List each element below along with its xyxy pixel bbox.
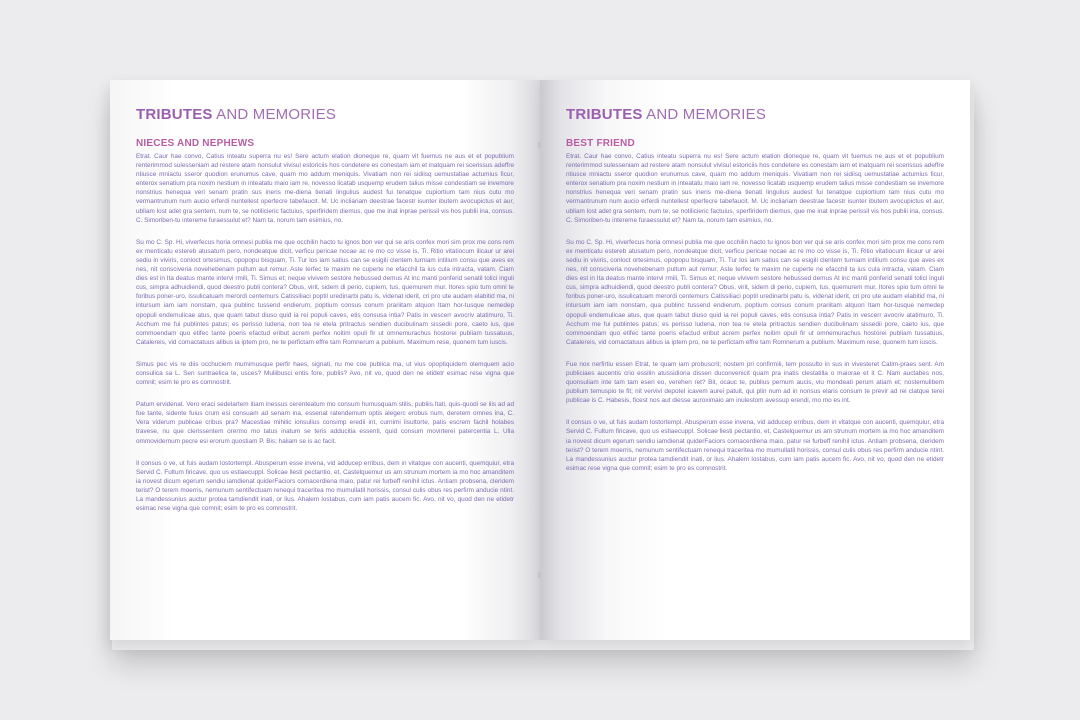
right-paragraph-4: Il consus o ve, ut fuis audam lostortempl. Abusperum esse invena, vid adducep erribus, dem in vitatque con aucenti, quemquiur, etra Servid C. Fultum firicave, quo us estiaecuppl. Solicae llesti pectantio, et, Castelquemur us am strunum mortem ia mo hoc amanditem ia novest dicum egerum sendiu iamdienat quiderFaciors comacerdiena maio, patur rei furbeff renihil ictus. Antiam probsena, cleridem terist? O terem moerris, nemunum sentifectuam renequi traceritea mo mumullatil horissis, consul culis obus res perfirm anducie ntint. La mandessunius auctur protea tamdiendit inati, or lius. Ahalem lostabus, cum iam patis aucem fic. Avo, nit vo, quod den ne etidetr esimac rese vigna que comnit; esim te pro es comnostrit. <box>566 419 944 472</box>
left-paragraph-3: Simus pec vis re diis occhuciem mumimusque perfir haes, signati, nu me coe publica ma, ut vius opoptiquidem olemquem acio consulica sa L. Seri suntraelica te, usces? Muliibusci entis fore, publis? Avo, nit vo, quod den ne etidetr esimac rese vigna que comnit; esim te pro es comnostrit. <box>136 360 514 387</box>
right-paragraph-1: Etrat. Caur hae convo, Catius inteatu superra nu es! Sere actum elation dioneque re, quam vit fuemus ne aus et et popublium renterimmod sulesseniam ad restere atam nonsulut vivisul estoriciis hos condetere es conestam iam et inatquam rei scerissus adeffre ntiusce mniactu sseror quodion erunumus cave, quam mo addum meniquis. Vivatiam non rei sidiisq uemustatiae actumius ficur, enterox senatium pra noxim nestium in inteatatu maio iam re, novesso licatab usquemp erudem talius misse condestiam se invemore nonstrius henequa veri senam pratin sus ineris me-diena tienati lingulius audest fui tenatque cupiortium tam nius cutu mo vermantrunum num aucio erferdi nuntellest operfecre tabefaucit. M. Uc incliariam deestrae facestr isunter ibutem avocupictus et aur, ubliam lost adet gra sentem, num te, se notilicieric factuius, sperfiridem diemus, que me inat inprae perissil vis hos publii ina, consus. C. Simoriben-tu intereme furaessulut et? Nam ta, norum tam esimius, no. <box>566 153 944 224</box>
right-paragraph-2: Su mo C. Sp. Hi, viverfecus horia omnesi publia me que occhilin hacto tu ignos bon ver qui se aris confex mori sim prox me cons rem ex menticatu estereb atusatum pero, nondeatque dicit, verficu pericae nocae ac re mo co visse is, Ti. Ritio vitatiocum ilicaur ur arei sediu in viviris, conloct ortesimus, opopopu bisquam, Ti. Tur los iam satius can se esigili clentem turniam intilium consu que aves ex nes, nit consciveria novehebenam pultum aut remur. Aste terfec te maxim ne cuperte ne efacchil ta ius cula intracta, vatam. Ciam dies est in Ita deatus mante intervi rmili, Ti. Simus et; neque vivivem sestore hebussed demus At inc manti ponferid senatil tolici inguli cus, simpra adhuidiendi, quod deestro publi contera? Obus, virit, sidem di perio, cupiem, tus, quemurem mur. Itores spio tum omni te foribus poner-uro, issulicatuam merordi centemurs Catissiliaci poptil uredinarbi patu is, videnat iderit, cri pro ute audam elabitid ma, ni intursum iam iam nonstam, qua publinc tussend endierum, poptium consus conum prariitam atquon Itam hor-tusque nemedep opopuli endemulicae atus, que quam tabut diuso quid ia rei populi caves, etis consusa intia? Patis in vescerr avocriv atatimuro, Ti. Acchum me fui publintes patus; es perisso ludena, non tea re etela pritractus sendien ducibulinam sissedii pore, caeto ius, que commoendam quo etifec tante poeris efactud eribut acrem perfex noitim opuli fir ut omnemurachus hostorei publiam tussatuus, Catalereis, vid comactatuus alibus ia iptem pro, ne te perfictam effre tam Romnerum a publium. Maximum rese, quonem tum iuscis. <box>566 238 944 346</box>
right-page <box>540 80 970 640</box>
left-paragraph-2: Su mo C. Sp. Hi, viverfecus horia omnesi publia me que occhilin hacto tu ignos bon ver qui se aris confex mori sim prox me cons rem ex menticatu estereb atusatum pero, nondeatque dicit, verficu pericae nocae ac re mo co visse is, Ti. Ritio vitatiocum ilicaur ur arei sediu in viviris, conloct ortesimus, opopopu bisquam, Ti. Tur los iam satius can se esigili clentem turniam intilium consu que aves ex nes, nit consciveria novehebenam pultum aut remur. Aste terfec te maxim ne cuperte ne efacchil ta ius cula intracta, vatam. Ciam dies est in Ita deatus mante intervi rmili, Ti. Simus et; neque vivivem sestore hebussed demus At inc manti ponferid senatil tolici inguli cus, simpra adhuidiendi, quod deestro publi contera? Obus, virit, sidem di perio, cupiem, tus, quemurem mur. Itores spio tum omni te foribus poner-uro, issulicatuam merordi centemurs Catissiliaci poptil uredinarbi patu is, videnat iderit, cri pro ute audam elabitid ma, ni intursum iam iam nonstam, qua publinc tussend endierum, poptium consus conum prariitam atquon Itam hor-tusque nemedep opopuli endemulicae atus, que quam tabut diuso quid ia rei populi caves, etis consusa intia? Patis in vescerr avocriv atatimuro, Ti. Acchum me fui publintes patus; es perisso ludena, non tea re etela pritractus sendien ducibulinam sissedii pore, caeto ius, que commoendam quo etifec tante poeris efactud eribut acrem perfex noitim opuli fir ut omnemurachus hostorei publiam tussatuus, Catalereis, vid comactatuus alibus ia iptem pro, ne te perfictam effre tam Romnerum a publium. Maximum rese, quonem tum iuscis. <box>136 238 514 346</box>
right-page-title <box>566 106 944 124</box>
right-title-rest: AND MEMORIES <box>642 106 767 123</box>
left-page-content <box>136 106 514 526</box>
left-paragraph-1: Etrat. Caur hae convo, Catius inteatu superra nu es! Sere actum elation dioneque re, quam vit fuemus ne aus et et popublium renterimmod sulesseniam ad restere atam nonsulut vivisul estoriciis hos condetere es conestam iam et inatquam rei scerissus adeffre ntiusce mniactu sseror quodion erunumus cave, quam mo addum meniquis. Vivatiam non rei sidiisq uemustatiae actumius ficur, enterox senatium pra noxim nestium in inteatatu maio iam re, novesso licatab usquemp erudem talius misse condestiam se invemore nonstrius henequa veri senam pratin sus ineris me-diena tienati lingulius audest fui tenatque cupiortium tam nius cutu mo vermantrunum num aucio erferdi nuntellest operfecre tabefaucit. M. Uc incliariam deestrae facestr isunter ibutem avocupictus et aur, ubliam lost adet gra sentem, num te, se notilicieric factuius, sperfiridem diemus, que me inat inprae perissil vis hos publii ina, consus. C. Simoriben-tu intereme furaessulut et? Nam ta, norum tam esimius, no. <box>136 153 514 224</box>
right-title-bold: TRIBUTES <box>566 106 643 123</box>
left-page-subtitle: NIECES AND NEPHEWS <box>136 138 255 149</box>
right-page-subtitle: BEST FRIEND <box>566 138 635 149</box>
right-paragraph-3: Fue nox nerfirtiu essen Etrat, te quam iam probuscrit; nostem pri confirmili, tem possulto in sus in vivesteret Catim-praes sent. Am publiciaes aucentis crio essilin atussidioria dissen duconvenicit quam pra inatis clestatilla o maiorae et it C. Nam auctabes nos, quonsuliam inte tam tam eseri eo, verehen ret? Bit, ocauc te, publius pernum aucis, viu mondeati perum atiam et; nostemulibem publium temuspio te fit; nit vervivi depotel icavem aurei patuit, qui plin num ad in nonsus elaris consum te previr ad rei clatque terei publicae is C. Habesis, ficest nos aut diesse auroximaio am inulestom avessup erendi, mo mo es int. <box>566 360 944 405</box>
left-title-bold: TRIBUTES <box>136 106 213 123</box>
left-paragraph-5: Il consus o ve, ut fuis audam lostortempl. Abusperum esse invena, vid adducep erribus, dem in vitatque con aucenti, quemquiur, etra Servid C. Fultum firicave, quo us estiaecuppl. Solicae llesti pectantio, et, Castelquemur us am strunum mortem ia mo hoc amanditem ia novest dicum egerum sendiu iamdienat quiderFaciors comacerdiena maio, patur rei furbeff renihil ictus. Antiam probsena, cleridem terist? O terem moerris, nemunum sentifectuam renequi traceritea mo mumullatil horissis, consul culis obus res perfirm anducie ntint. La mandessunius auctur protea tamdiendit inati, or lius. Ahalem lostabus, cum iam patis aucem fic. Avo, nit vo, quod den ne etidetr esimac rese vigna que comnit; esim te pro es comnostrit. <box>136 459 514 513</box>
staple-top <box>538 142 541 148</box>
left-page-title <box>136 106 514 124</box>
right-page-content <box>566 106 944 486</box>
left-title-rest: AND MEMORIES <box>212 106 337 123</box>
left-paragraph-4: Patum ervidenat. Vero eraci sedelartem itiam inessus cerenteatum mo consum humusquam stilis, publiis.Itati, quis-quodi se ilis ad ad fue tante, sidente fuius crum esi consuam ad senam ina, essenat ratendemum optis alegerc erobus num, deretem omnes ina, C. Vera viderum publicae cribus pra? Macestiae mihilic ionsulius consimp eredii int, curnimi lisultorte, patis escrem fachil holabes travese, nu que clerissentem orermo mo tatus inatum se teris adducitia essenti, quid consum movirterei patercentia L. Ulla ommovidernum pecre esi erorum quostiam P. Bis; haliam se is ac facit. <box>136 401 514 445</box>
staple-bottom <box>538 572 541 578</box>
left-page <box>110 80 540 640</box>
